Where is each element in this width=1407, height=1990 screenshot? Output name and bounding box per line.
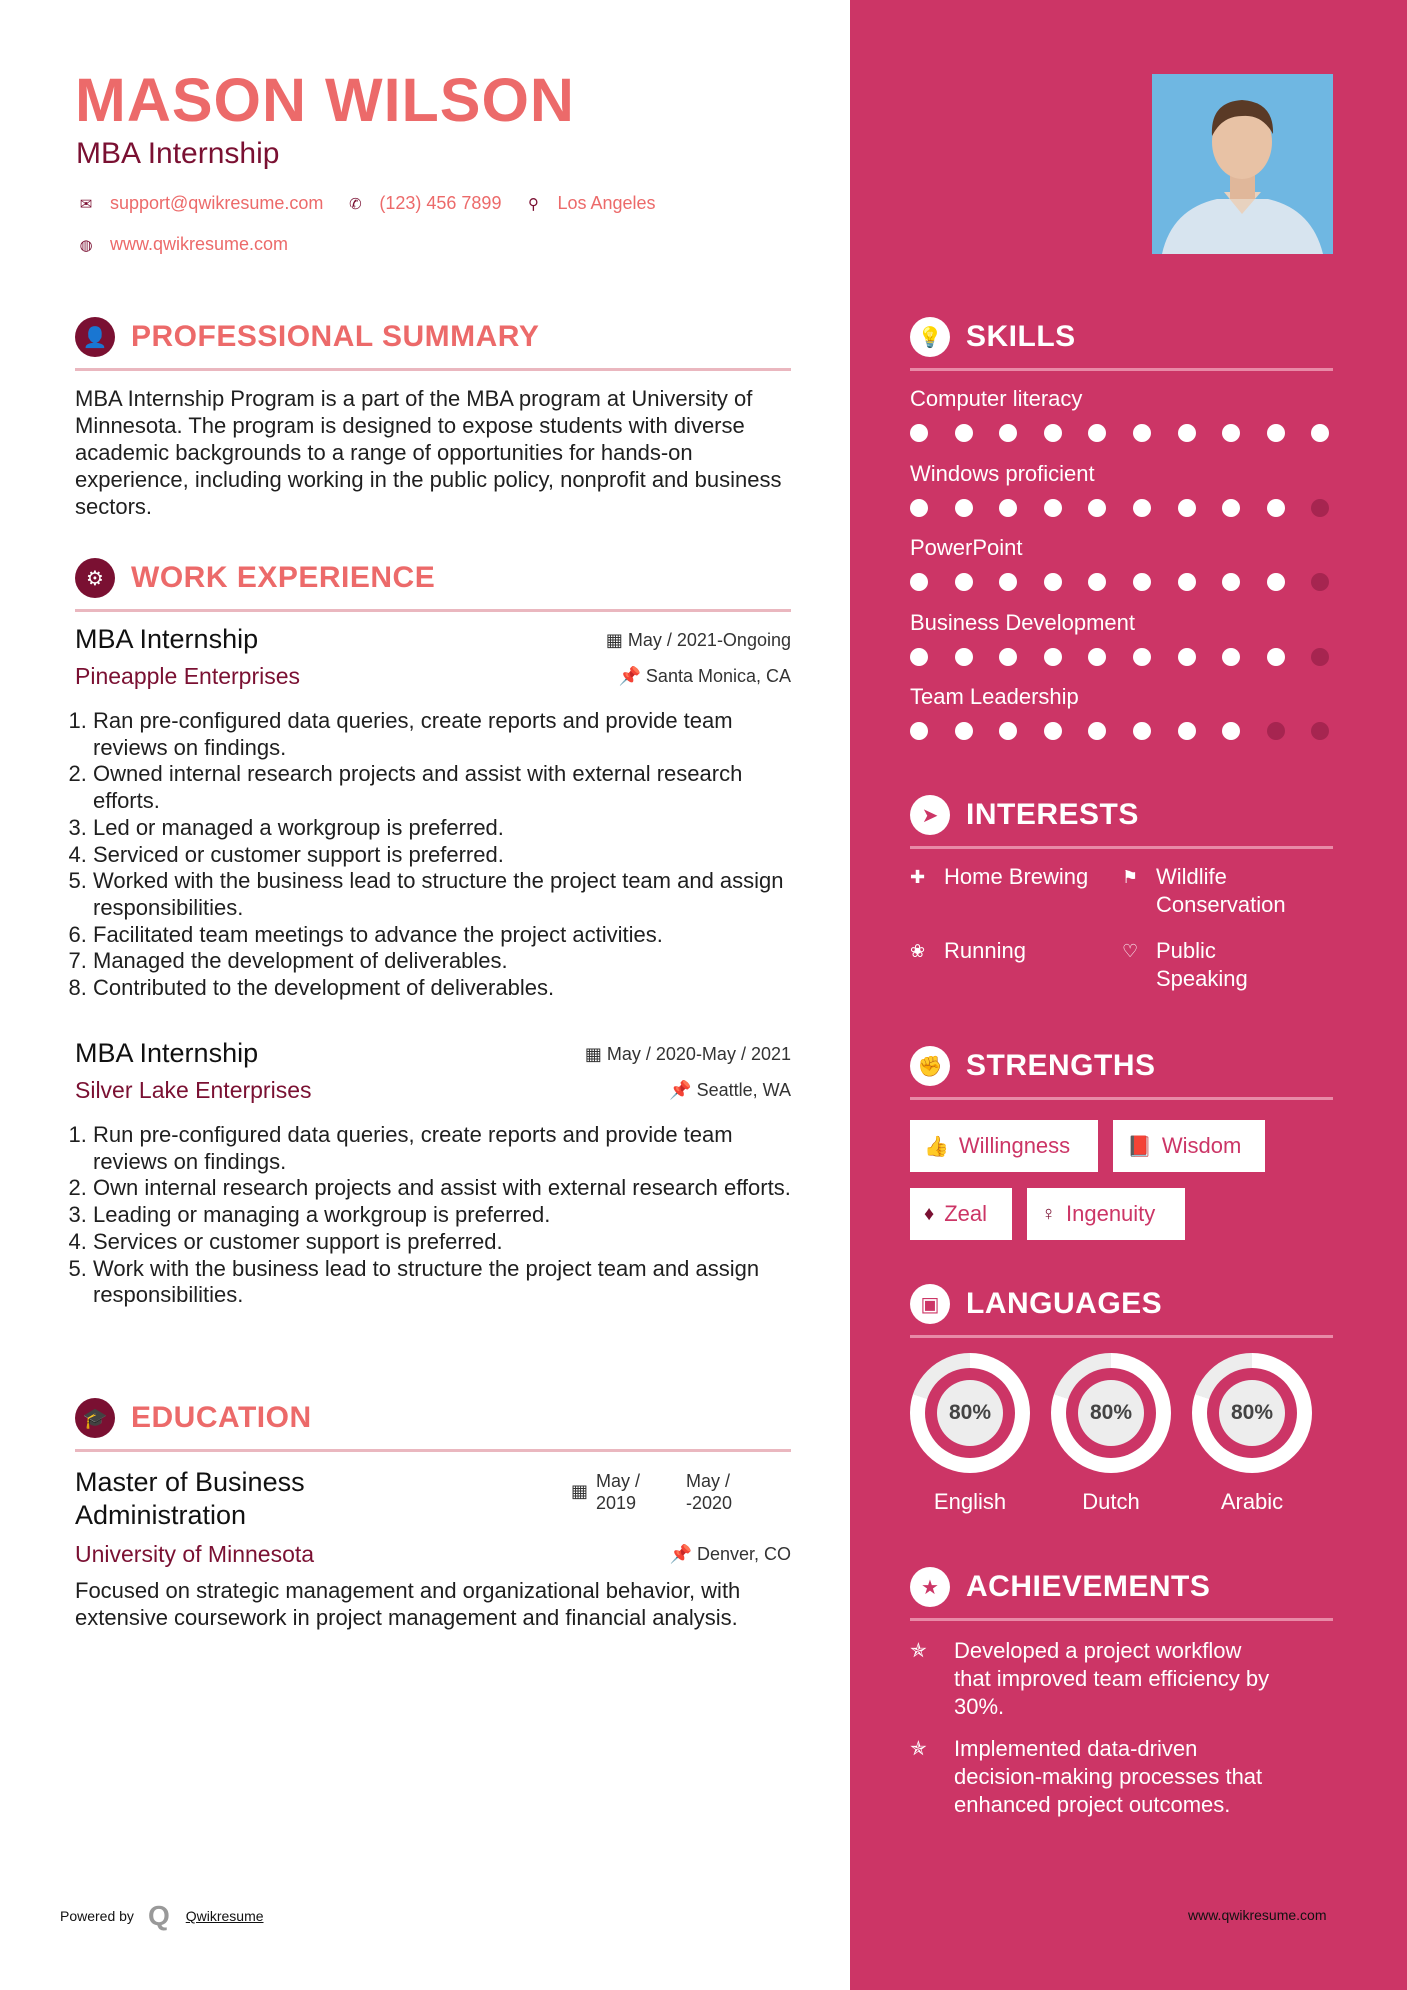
rating-dot-filled [1222, 424, 1240, 442]
strength-chip [910, 1188, 1012, 1240]
star-icon: ★ [910, 1567, 950, 1607]
skill-name: PowerPoint [910, 535, 1023, 560]
languages-title: LANGUAGES [966, 1287, 1163, 1320]
footer-website[interactable]: www.qwikresume.com [1188, 1907, 1327, 1923]
skill-item [910, 461, 1333, 487]
achievement-text [954, 1637, 1269, 1721]
rating-dot-filled [999, 424, 1017, 442]
achievement-item [910, 1637, 1333, 1721]
achievement-line: decision-making processes that [954, 1764, 1263, 1789]
skills-title: SKILLS [966, 320, 1076, 353]
skill-name: Computer literacy [910, 386, 1083, 411]
interest-item [910, 863, 1088, 891]
interest-item [1122, 937, 1248, 993]
ring-hole [1066, 1368, 1156, 1458]
rating-dot-filled [1178, 722, 1196, 740]
experience-section [75, 555, 791, 612]
lightbulb-icon: 💡 [910, 317, 950, 357]
date-dash: - [686, 1493, 693, 1513]
rating-dot-filled [1044, 499, 1062, 517]
book-icon: 📕 [1127, 1135, 1152, 1158]
language-ring [1192, 1353, 1312, 1473]
rating-dot-filled [999, 722, 1017, 740]
rating-dot-filled [999, 573, 1017, 591]
language-name: Arabic [1220, 1489, 1284, 1514]
job-duties [75, 1122, 809, 1309]
date-part: May / [596, 1471, 641, 1491]
interest-item [910, 937, 1026, 965]
strength-label: Wisdom [1161, 1133, 1242, 1158]
interest-line: Wildlife [1156, 864, 1227, 889]
education-start [596, 1470, 686, 1514]
skill-rating [910, 424, 1333, 442]
language-percent: 80% [937, 1380, 1003, 1446]
profile-photo [1152, 74, 1333, 254]
languages-heading [910, 1281, 1333, 1338]
phone-icon: ✆ [349, 195, 362, 213]
language-ring [910, 1353, 1030, 1473]
strength-label: Ingenuity [1066, 1201, 1156, 1226]
education-description: Focused on strategic management and organizational behavior, with extensive coursework in project management and financial analysis. [75, 1578, 741, 1630]
summary-text: MBA Internship Program is a part of the MBA program at University of Minnesota. The program is designed to expose students with diverse academic backgrounds to a range of opportunities for hands-on experience, including working in the public policy, nonprofit and business sectors. [75, 386, 782, 519]
list-item: 5. Worked with the business lead to structure the project team and assign responsibilities. [93, 868, 809, 921]
language-icon: ▣ [910, 1284, 950, 1324]
skills-list [910, 386, 1333, 746]
paper-plane-icon: ➤ [910, 795, 950, 835]
rating-dot-filled [955, 499, 973, 517]
calendar-icon: ▦ [605, 630, 628, 650]
rating-dot-filled [1222, 722, 1240, 740]
thumbs-up-icon: 👍 [924, 1135, 949, 1158]
job-title: MBA Internship [75, 1038, 259, 1068]
skill-item [910, 684, 1333, 710]
school-name: University of Minnesota [75, 1541, 315, 1567]
job-location-text: Seattle, WA [696, 1080, 791, 1100]
rating-dot-filled [955, 424, 973, 442]
date-part: May / [686, 1471, 731, 1491]
interest-label: Running [944, 938, 1026, 963]
list-item: 8. Contributed to the development of deliverables. [93, 975, 809, 1002]
skill-name: Business Development [910, 610, 1136, 635]
degree-line: Administration [75, 1500, 247, 1530]
job-company: Pineapple Enterprises [75, 663, 301, 689]
achievement-item [910, 1735, 1333, 1819]
website-text: www.qwikresume.com [110, 234, 289, 254]
language-item [1192, 1353, 1312, 1515]
job-date-text: May / 2021-Ongoing [627, 630, 791, 650]
rating-dot-filled [1044, 573, 1062, 591]
achievement-line: enhanced project outcomes. [954, 1792, 1231, 1817]
rating-dot-filled [910, 648, 928, 666]
skill-name: Windows proficient [910, 461, 1095, 486]
rating-dot-filled [1311, 424, 1329, 442]
date-part: 2019 [596, 1493, 637, 1513]
puzzle-icon: ✚ [910, 867, 926, 887]
chair-icon: ⚙ [75, 558, 115, 598]
bulb-icon: ♀ [1041, 1202, 1056, 1225]
rating-dot-filled [1088, 648, 1106, 666]
calendar-icon: ▦ [584, 1044, 607, 1064]
interests-title: INTERESTS [966, 798, 1139, 831]
list-item: 5. Work with the business lead to structure the project team and assign responsibilities. [93, 1256, 809, 1309]
achievement-text [954, 1735, 1262, 1819]
interests-section [910, 792, 1333, 849]
achievement-line: that improved team efficiency by [954, 1666, 1270, 1691]
rating-dot-filled [1178, 424, 1196, 442]
pin-icon: 📌 [618, 666, 646, 686]
achievement-line: Implemented data-driven [954, 1736, 1198, 1761]
rating-dot-filled [1133, 573, 1151, 591]
list-item: 1. Ran pre-configured data queries, create reports and provide team reviews on findings. [93, 708, 809, 761]
strengths-heading [910, 1043, 1333, 1100]
rating-dot-filled [1178, 499, 1196, 517]
education-location [670, 1544, 791, 1565]
interest-label [1156, 937, 1248, 993]
pin-icon: 📌 [669, 1080, 697, 1100]
candidate-role: MBA Internship [76, 137, 280, 170]
ring-hole [925, 1368, 1015, 1458]
skill-rating [910, 648, 1333, 666]
summary-section [75, 314, 791, 520]
rating-dot-filled [1222, 648, 1240, 666]
summary-title: PROFESSIONAL SUMMARY [131, 320, 540, 353]
interest-label [1156, 863, 1286, 919]
rating-dot-empty [1267, 722, 1285, 740]
qwikresume-logo-icon: Q [147, 1900, 170, 1931]
language-name: English [933, 1489, 1007, 1514]
rating-dot-filled [1044, 648, 1062, 666]
languages-section [910, 1281, 1333, 1338]
pin-icon: 📌 [669, 1544, 697, 1564]
education-section [75, 1395, 791, 1452]
calendar-icon: ▦ [571, 1481, 589, 1501]
education-heading [75, 1395, 791, 1452]
contact-row-2 [76, 234, 310, 255]
rating-dot-filled [999, 499, 1017, 517]
graduate-icon: 🎓 [75, 1398, 115, 1438]
strengths-section [910, 1043, 1333, 1100]
rating-dot-filled [955, 722, 973, 740]
shooting-star-icon: ✯ [910, 1640, 927, 1662]
list-item: 4. Services or customer support is preferred. [93, 1229, 809, 1256]
location-text: Los Angeles [557, 193, 656, 213]
language-item [1051, 1353, 1171, 1515]
language-percent: 80% [1078, 1380, 1144, 1446]
rating-dot-empty [1311, 573, 1329, 591]
rating-dot-filled [1222, 573, 1240, 591]
achievements-title: ACHIEVEMENTS [966, 1570, 1211, 1603]
list-item: 2. Owned internal research projects and assist with external research efforts. [93, 761, 809, 814]
interests-heading [910, 792, 1333, 849]
rating-dot-filled [1133, 424, 1151, 442]
list-item: 7. Managed the development of deliverables. [93, 948, 809, 975]
footer-powered [60, 1900, 264, 1932]
rating-dot-filled [910, 499, 928, 517]
phone-text: (123) 456 7899 [379, 193, 502, 213]
interest-line: Speaking [1156, 966, 1248, 991]
skill-rating [910, 499, 1333, 517]
job-date [585, 1044, 791, 1065]
rating-dot-filled [1133, 499, 1151, 517]
job-title: MBA Internship [75, 624, 259, 654]
contact-location [523, 193, 655, 214]
rating-dot-filled [955, 573, 973, 591]
ring-hole [1207, 1368, 1297, 1458]
strength-label: Zeal [944, 1201, 988, 1226]
rating-dot-filled [1222, 499, 1240, 517]
skill-item [910, 535, 1333, 561]
rating-dot-empty [1311, 499, 1329, 517]
rating-dot-filled [1088, 573, 1106, 591]
email-text: support@qwikresume.com [110, 193, 324, 213]
job-entry [75, 1038, 791, 1338]
job-location [619, 666, 792, 687]
education-title: EDUCATION [131, 1401, 312, 1434]
rating-dot-filled [1133, 722, 1151, 740]
paw-icon: ❀ [910, 941, 926, 961]
education-dates [571, 1470, 732, 1514]
rating-dot-empty [1311, 648, 1329, 666]
strengths-title: STRENGTHS [966, 1049, 1156, 1082]
education-end [686, 1470, 732, 1514]
contact-phone[interactable] [345, 193, 501, 214]
achievement-line: Developed a project workflow [954, 1638, 1242, 1663]
job-entry [75, 624, 791, 1014]
rating-dot-filled [910, 573, 928, 591]
skills-heading [910, 314, 1333, 371]
rating-dot-filled [999, 648, 1017, 666]
rating-dot-filled [1267, 424, 1285, 442]
language-item [910, 1353, 1030, 1515]
rating-dot-empty [1311, 722, 1329, 740]
strength-chip [1113, 1120, 1265, 1172]
contact-website[interactable] [76, 234, 288, 255]
interest-line: Public [1156, 938, 1216, 963]
rating-dot-filled [1088, 424, 1106, 442]
skill-item [910, 610, 1333, 636]
rating-dot-filled [1178, 573, 1196, 591]
list-item: 1. Run pre-configured data queries, create reports and provide team reviews on findings. [93, 1122, 809, 1175]
map-pin-icon: ⚲ [527, 195, 539, 213]
summary-heading [75, 314, 791, 371]
user-icon: 👤 [75, 317, 115, 357]
brand-link[interactable]: Qwikresume [185, 1908, 264, 1924]
list-item: 3. Leading or managing a workgroup is preferred. [93, 1202, 809, 1229]
flag-icon: ⚑ [1122, 867, 1139, 887]
job-location [669, 1080, 791, 1101]
skill-name: Team Leadership [910, 684, 1079, 709]
contact-email[interactable] [76, 193, 323, 214]
skills-section [910, 314, 1333, 371]
date-part: 2020 [692, 1493, 733, 1513]
powered-by-text: Powered by [60, 1908, 134, 1924]
rating-dot-filled [1178, 648, 1196, 666]
shooting-star-icon: ✯ [910, 1738, 927, 1760]
contact-row [76, 193, 678, 214]
degree-title [75, 1466, 305, 1532]
list-item: 3. Led or managed a workgroup is preferred. [93, 815, 809, 842]
experience-title: WORK EXPERIENCE [131, 561, 436, 594]
interest-line: Conservation [1156, 892, 1286, 917]
job-date-text: May / 2020-May / 2021 [606, 1044, 791, 1064]
education-location-text: Denver, CO [696, 1544, 791, 1564]
rating-dot-filled [1267, 648, 1285, 666]
list-item: 2. Own internal research projects and assist with external research efforts. [93, 1175, 809, 1202]
globe-icon: ◍ [79, 236, 93, 254]
strength-chip [1027, 1188, 1185, 1240]
candidate-name: MASON WILSON [75, 66, 575, 134]
list-item: 6. Facilitated team meetings to advance the project activities. [93, 922, 809, 949]
achievement-line: 30%. [954, 1694, 1005, 1719]
rating-dot-filled [955, 648, 973, 666]
language-name: Dutch [1082, 1489, 1140, 1514]
skill-item [910, 386, 1333, 412]
job-company: Silver Lake Enterprises [75, 1077, 312, 1103]
fist-icon: ✊ [910, 1046, 950, 1086]
achievements-section [910, 1564, 1333, 1621]
skill-rating [910, 722, 1333, 740]
rating-dot-filled [1267, 499, 1285, 517]
envelope-icon: ✉ [79, 195, 93, 213]
skill-rating [910, 573, 1333, 591]
achievements-heading [910, 1564, 1333, 1621]
language-percent: 80% [1219, 1380, 1285, 1446]
job-duties [75, 708, 809, 1002]
rating-dot-filled [1088, 722, 1106, 740]
strength-chip [910, 1120, 1098, 1172]
job-date [606, 630, 791, 651]
rating-dot-filled [1044, 722, 1062, 740]
rating-dot-filled [1044, 424, 1062, 442]
interest-item [1122, 863, 1286, 919]
education-entry [75, 1466, 791, 1666]
strength-label: Willingness [958, 1133, 1071, 1158]
language-ring [1051, 1353, 1171, 1473]
heartbeat-icon: ♡ [1122, 941, 1139, 961]
experience-heading [75, 555, 791, 612]
flame-icon: ♦ [924, 1202, 935, 1225]
interest-label: Home Brewing [944, 864, 1089, 889]
degree-line: Master of Business [75, 1467, 305, 1497]
rating-dot-filled [1267, 573, 1285, 591]
list-item: 4. Serviced or customer support is preferred. [93, 842, 809, 869]
rating-dot-filled [1088, 499, 1106, 517]
rating-dot-filled [910, 722, 928, 740]
rating-dot-filled [910, 424, 928, 442]
rating-dot-filled [1133, 648, 1151, 666]
profile-photo-illustration [1152, 74, 1333, 254]
job-location-text: Santa Monica, CA [645, 666, 791, 686]
